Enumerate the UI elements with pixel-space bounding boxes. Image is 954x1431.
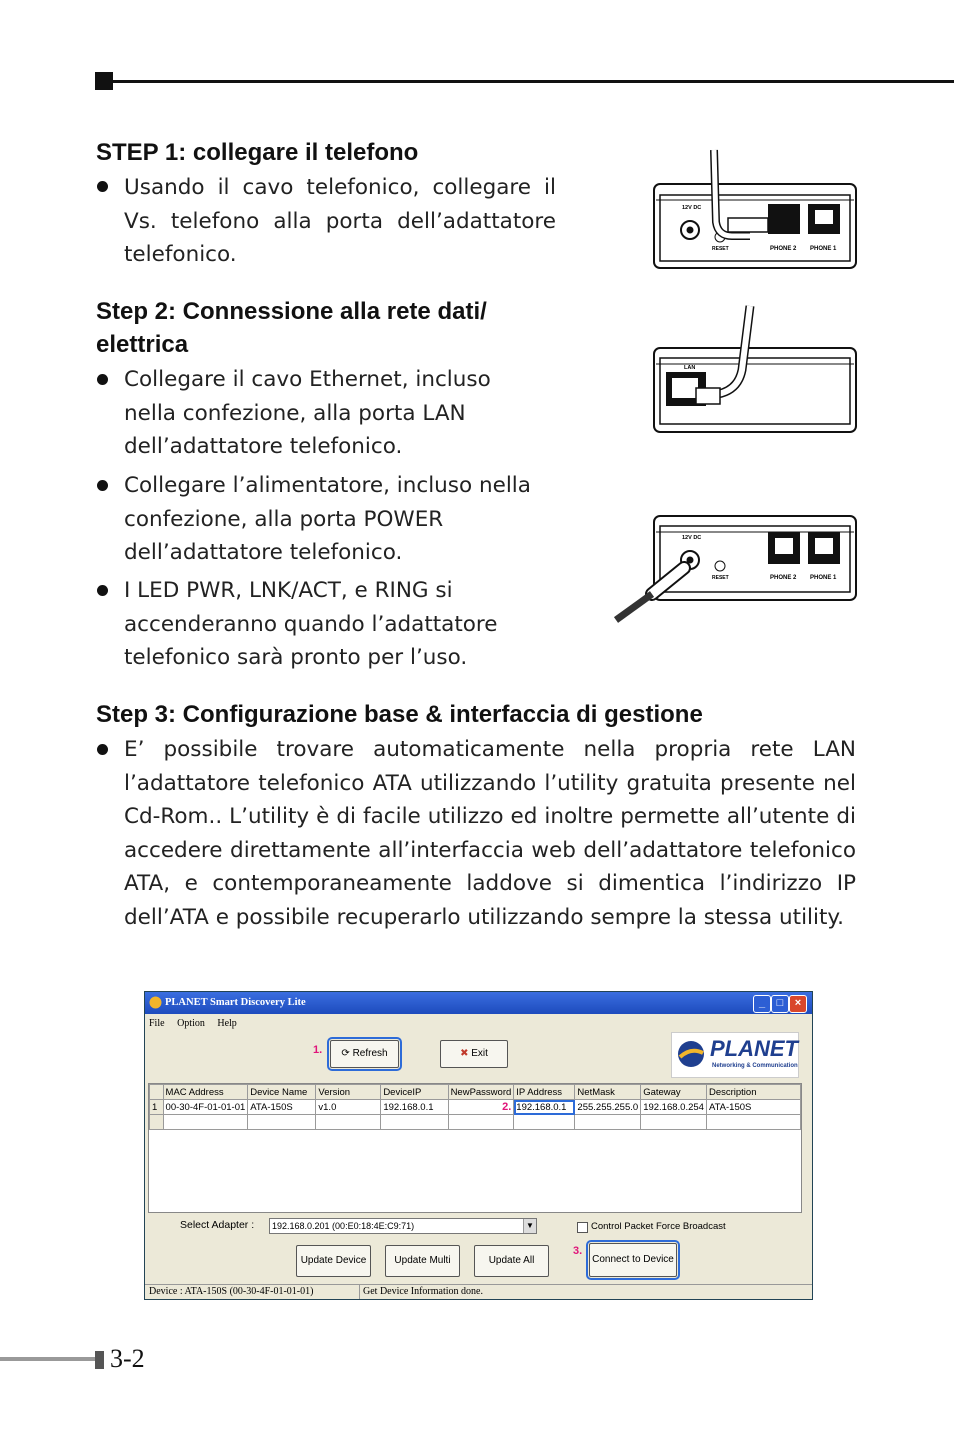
update-device-button[interactable]: Update Device [296,1245,371,1277]
status-message: Get Device Information done. [363,1286,483,1297]
refresh-button[interactable] [330,1040,399,1068]
device-phone-figure [650,140,860,272]
bullet [97,480,108,491]
minimize-icon[interactable]: _ [753,995,771,1013]
menu-bar [149,1018,247,1029]
step1-title: STEP 1: collegare il telefono [96,139,419,166]
menu-file[interactable]: File [149,1018,165,1029]
table-header-row [150,1085,801,1100]
refresh-icon: ⟳ [341,1048,350,1059]
device-power-figure [608,508,860,626]
adapter-select[interactable] [269,1218,537,1234]
status-divider [359,1285,360,1300]
dc-label: 12V DC [682,535,702,541]
col-header [150,1085,164,1100]
table-cell[interactable]: 255.255.255.0 [575,1100,641,1115]
table-cell[interactable]: v1.0 [316,1100,381,1115]
window-title: PLANET Smart Discovery Lite [165,997,306,1008]
marker-1: 1. [313,1044,323,1056]
status-device: Device : ATA-150S (00-30-4F-01-01-01) [149,1286,314,1297]
title-bar [145,992,812,1014]
col-header: IP Address [514,1085,575,1100]
table-row[interactable] [150,1100,801,1115]
update-multi-button[interactable]: Update Multi [385,1245,460,1277]
step2-bullet1: Collegare il cavo Ethernet, incluso nella confezione, alla porta LAN dell’adattatore telefonico. [124,367,491,459]
bullet [97,374,108,385]
col-header: DeviceIP [381,1085,448,1100]
table-cell[interactable]: 192.168.0.254 [641,1100,707,1115]
phone1-label: PHONE 1 [810,246,837,252]
reset-label: RESET [712,575,729,581]
header-square [95,72,113,90]
refresh-label: Refresh [352,1048,388,1059]
ip-address-cell[interactable]: 192.168.0.1 [514,1100,575,1115]
exit-label: Exit [471,1048,488,1059]
col-header: NetMask [575,1085,641,1100]
select-adapter-label: Select Adapter : [180,1219,255,1231]
page-number: 3-2 [110,1344,145,1373]
step3-bullet1: E’ possibile trovare automaticamente nella propria rete LAN l’adattatore telefonico ATA utilizzando l’utility gratuita presente nel Cd-Rom.. L’utility è di facile utilizzo ed inoltre permette all’utente di accedere direttamente all’interfaccia web dell’adattatore telefonico ATA, e contemporaneamente laddove si dimentica l’indirizzo IP dell’ATA e possibile recuperarlo utilizzando sempre la stessa utility. [124,737,856,930]
close-icon[interactable]: × [789,995,807,1013]
menu-option[interactable]: Option [177,1018,205,1029]
bullet [97,585,108,596]
col-header: MAC Address [163,1085,248,1100]
step2-bullet3: I LED PWR, LNK/ACT, e RING si accenderanno quando l’adattatore telefonico sarà pronto per l’uso. [124,578,498,670]
step3-title: Step 3: Configurazione base & interfaccia di gestione [96,701,703,728]
chevron-down-icon[interactable]: ▼ [523,1219,536,1233]
planet-logo [671,1032,799,1078]
table-row-empty [150,1115,801,1130]
step2-title-line1: Step 2: Connessione alla rete dati/ [96,298,487,325]
table-cell[interactable]: 192.168.0.1 [381,1100,448,1115]
device-grid [148,1083,802,1213]
device-lan-figure [650,300,860,436]
smart-discovery-window [144,991,813,1300]
col-header: Version [316,1085,381,1100]
marker-2: 2. [502,1101,512,1113]
maximize-icon[interactable]: □ [771,995,789,1013]
phone1-label: PHONE 1 [810,575,837,581]
col-header: Description [706,1085,800,1100]
status-bar [145,1284,812,1300]
bullet [97,744,108,755]
reset-label: RESET [712,246,729,252]
dc-label: 12V DC [682,205,702,211]
logo-text: PLANET [710,1036,798,1061]
phone2-label: PHONE 2 [770,246,797,252]
step2-title-line2: elettrica [96,331,189,358]
table-cell-newpassword[interactable] [448,1100,514,1115]
lan-label: LAN [684,365,696,371]
menu-help[interactable]: Help [217,1018,237,1029]
table-cell[interactable]: 00-30-4F-01-01-01 [163,1100,248,1115]
footer-rule [0,1357,95,1361]
table-cell[interactable]: ATA-150S [706,1100,800,1115]
table-cell[interactable]: ATA-150S [248,1100,316,1115]
logo-subtext: Networking & Communication [712,1063,798,1069]
bullet [97,181,108,192]
col-header: Device Name [248,1085,316,1100]
col-header: NewPassword [448,1085,514,1100]
marker-3: 3. [573,1245,583,1257]
table-cell: 1 [150,1100,164,1115]
col-header: Gateway [641,1085,707,1100]
adapter-select-value: 192.168.0.201 (00:E0:18:4E:C9:71) [272,1221,415,1231]
broadcast-checkbox[interactable] [577,1222,588,1233]
footer-square [95,1351,104,1369]
connect-to-device-button[interactable]: Connect to Device [589,1243,677,1277]
planet-globe-icon [676,1039,706,1069]
app-icon [149,996,162,1009]
broadcast-checkbox-label: Control Packet Force Broadcast [591,1221,726,1232]
step2-bullet2: Collegare l’alimentatore, incluso nella confezione, alla porta POWER dell’adattatore telefonico. [124,473,531,565]
step1-bullet1: Usando il cavo telefonico, collegare il Vs. telefono alla porta dell’adattatore telefonico. [124,175,556,267]
device-table [149,1084,801,1130]
update-all-button[interactable]: Update All [474,1245,549,1277]
exit-icon: ✖ [460,1048,469,1059]
header-rule [113,80,954,83]
exit-button[interactable] [440,1040,508,1068]
phone2-label: PHONE 2 [770,575,797,581]
